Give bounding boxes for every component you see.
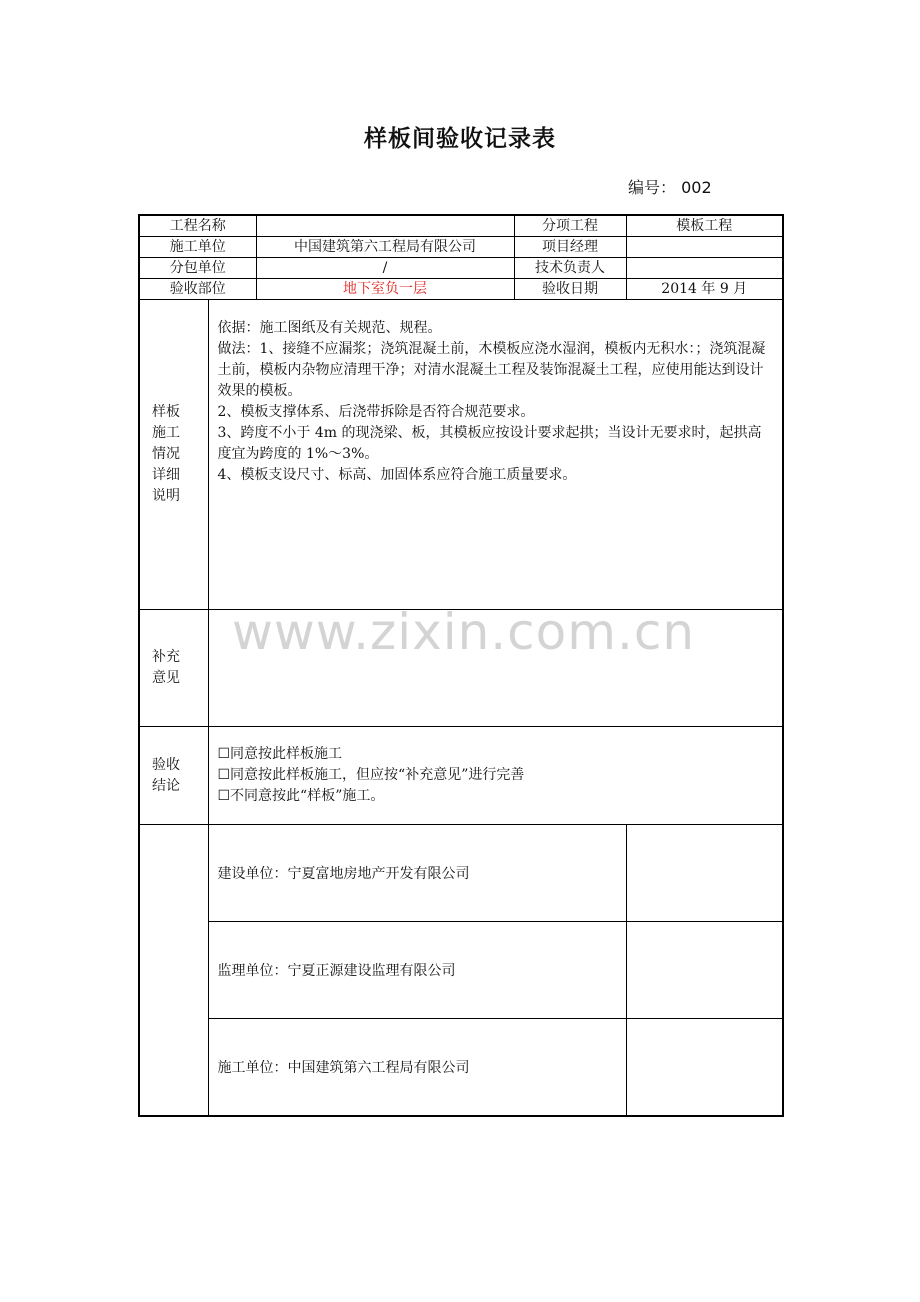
conclusion-label-line: 结论 (152, 777, 180, 794)
technical-lead-value (626, 258, 783, 279)
sub-project-label: 分项工程 (514, 215, 626, 237)
project-manager-value (626, 237, 783, 258)
document-number: 编号： 002 (628, 178, 712, 197)
detail-line-basis: 依据：施工图纸及有关规范、规程。 (217, 320, 442, 336)
detail-line-dimensions: 4、模板支设尺寸、标高、加固体系应符合施工质量要求。 (217, 467, 577, 483)
contractor-label: 施工单位 (139, 237, 256, 258)
supplement-label-line: 意见 (152, 670, 180, 686)
owner-signature-box (626, 825, 783, 922)
detail-line-support: 2、模板支撑体系、后浇带拆除是否符合规范要求。 (217, 404, 535, 420)
conclusion-option-disagree: ☐不同意按此“样板”施工。 (217, 788, 385, 804)
signature-label-blank (139, 825, 208, 1116)
project-name-value (256, 215, 514, 237)
project-manager-label: 项目经理 (514, 237, 626, 258)
technical-lead-label: 技术负责人 (514, 258, 626, 279)
subcontractor-value: / (256, 258, 514, 279)
watermark: www.zixin.com.cn (232, 603, 696, 661)
detail-line-camber: 3、跨度不小于 4m 的现浇梁、板，其模板应按设计要求起拱；当设计无要求时，起拱高度宜为跨度的 1%～3%。 (217, 425, 762, 462)
contractor-value: 中国建筑第六工程局有限公司 (256, 237, 514, 258)
acceptance-date-value: 2014 年 9 月 (626, 279, 783, 300)
detail-label-line: 情况 (152, 446, 180, 462)
conclusion-label (139, 727, 208, 825)
detail-row (139, 300, 783, 610)
conclusion-label-line: 验收 (152, 756, 180, 773)
detail-content (208, 300, 783, 610)
header-row-project (139, 215, 783, 237)
acceptance-location-label: 验收部位 (139, 279, 256, 300)
signature-row-owner (139, 825, 783, 922)
header-row-contractor (139, 237, 783, 258)
signature-row-contractor (139, 1019, 783, 1116)
supplement-label-line: 补充 (152, 649, 180, 665)
supervisor-signature: 监理单位：宁夏正源建设监理有限公司 (208, 922, 626, 1019)
project-name-label: 工程名称 (139, 215, 256, 237)
header-row-acceptance (139, 279, 783, 300)
supplement-label (139, 610, 208, 727)
acceptance-date-label: 验收日期 (514, 279, 626, 300)
conclusion-option-agree-with-changes: ☐同意按此样板施工，但应按“补充意见”进行完善 (217, 767, 525, 783)
page-title: 样板间验收记录表 (364, 126, 556, 152)
conclusion-row (139, 727, 783, 825)
contractor-signature-box (626, 1019, 783, 1116)
signature-row-supervisor (139, 922, 783, 1019)
detail-label-line: 说明 (152, 488, 180, 504)
detail-line-method: 做法：1、接缝不应漏浆；浇筑混凝土前，木模板应浇水湿润，模板内无积水：；浇筑混凝土前，模板内杂物应清理干净；对清水混凝土工程及装饰混凝土工程，应使用能达到设计效果的模板。 (217, 341, 766, 399)
detail-label-line: 样板 (152, 404, 180, 420)
sub-project-value: 模板工程 (626, 215, 783, 237)
contractor-signature: 施工单位：中国建筑第六工程局有限公司 (208, 1019, 626, 1116)
header-row-subcontractor (139, 258, 783, 279)
acceptance-form-table (138, 214, 784, 1117)
detail-label-line: 详细 (152, 467, 180, 483)
detail-label (139, 300, 208, 610)
detail-label-line: 施工 (152, 425, 180, 441)
subcontractor-label: 分包单位 (139, 258, 256, 279)
acceptance-location-value: 地下室负一层 (256, 279, 514, 300)
owner-signature: 建设单位：宁夏富地房地产开发有限公司 (208, 825, 626, 922)
conclusion-option-agree: ☐同意按此样板施工 (217, 746, 343, 762)
supervisor-signature-box (626, 922, 783, 1019)
conclusion-options (208, 727, 783, 825)
